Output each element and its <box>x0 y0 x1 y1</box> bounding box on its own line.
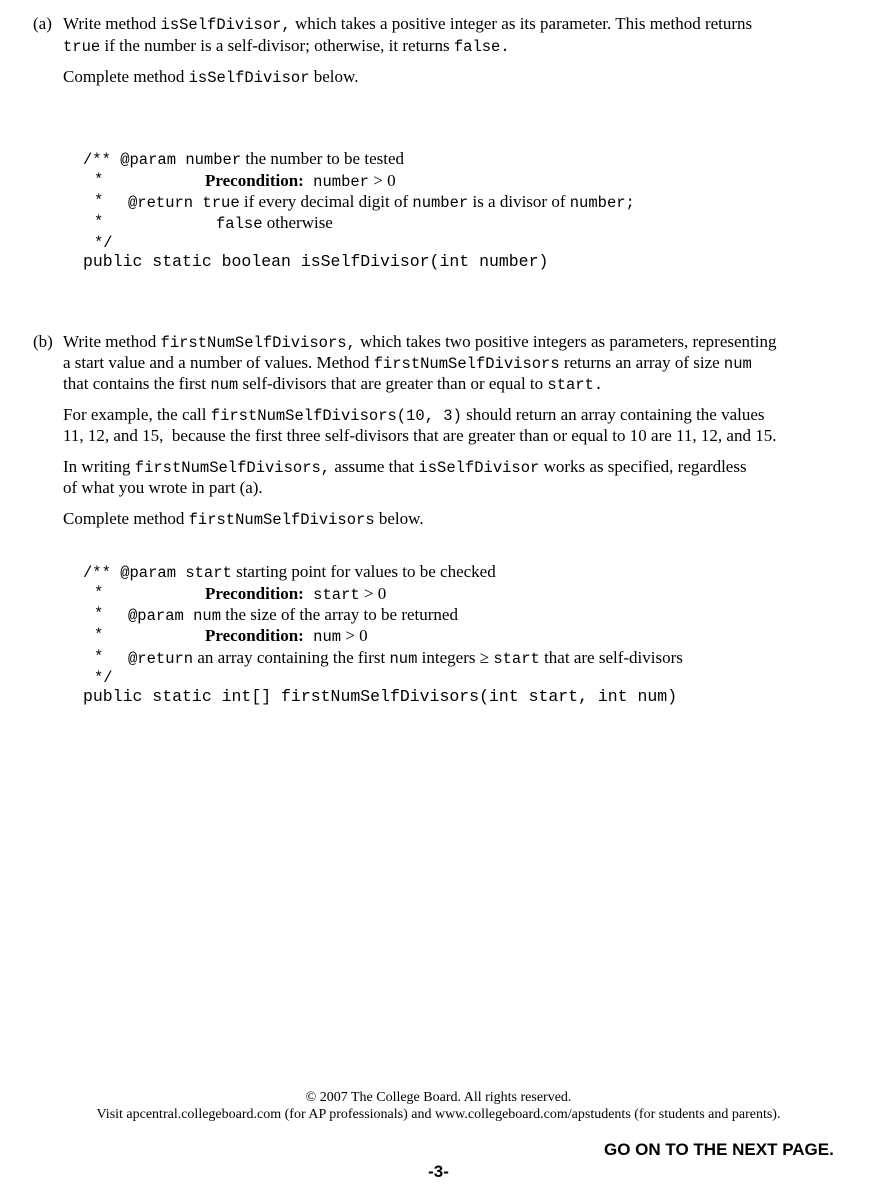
code-b-star: * <box>94 605 104 623</box>
code-b-return: @return an array containing the first num integers ≥ start that are self-divisors <box>128 648 683 668</box>
code-b-param-num: @param num the size of the array to be returned <box>128 605 458 625</box>
part-a-complete-instruction: Complete method isSelfDivisor below. <box>63 67 359 87</box>
go-on-next-page: GO ON TO THE NEXT PAGE. <box>604 1140 834 1159</box>
page-number: -3- <box>428 1162 449 1181</box>
code-a-row-1: /** @param number the number to be tested <box>83 149 405 169</box>
part-b-para-2-line-1: For example, the call firstNumSelfDivisors(10, 3) should return an array containing the values <box>63 405 765 425</box>
footer-copyright: © 2007 The College Board. All rights reserved. <box>305 1090 572 1105</box>
part-b-para-3-line-1: In writing firstNumSelfDivisors, assume that isSelfDivisor works as specified, regardless <box>63 457 747 477</box>
code-a-star: * <box>94 192 104 210</box>
footer-visit: Visit apcentral.collegeboard.com (for AP professionals) and www.collegeboard.com/apstudents (for students and parents). <box>96 1107 781 1122</box>
code-a-return: @return true if every decimal digit of number is a divisor of number; <box>128 192 635 212</box>
code-b-signature: public static int[] firstNumSelfDivisors(int start, int num) <box>83 687 678 706</box>
code-b-precondition-start: Precondition: start > 0 <box>205 584 387 604</box>
code-b-star: * <box>94 648 104 666</box>
code-b-row-1: /** @param start starting point for values to be checked <box>83 562 496 582</box>
part-b-complete-instruction: Complete method firstNumSelfDivisors below. <box>63 509 424 529</box>
code-a-return-false: false otherwise <box>216 213 333 233</box>
part-a-line-1: Write method isSelfDivisor, which takes a positive integer as its parameter. This method returns <box>63 14 753 34</box>
code-a-star: * <box>94 213 104 231</box>
part-a-line-2: true if the number is a self-divisor; otherwise, it returns false. <box>63 36 510 56</box>
code-b-star: * <box>94 626 104 644</box>
code-a-precondition: Precondition: number > 0 <box>205 171 396 191</box>
code-b-precondition-num: Precondition: num > 0 <box>205 626 368 646</box>
part-b-para-1-line-3: that contains the first num self-divisors that are greater than or equal to start. <box>63 374 604 394</box>
code-a-comment-end: */ <box>94 234 113 252</box>
part-b-para-3-line-2: of what you wrote in part (a). <box>63 478 263 497</box>
part-a-label: (a) <box>33 14 52 33</box>
part-b-para-2-line-2: 11, 12, and 15, because the first three self-divisors that are greater than or equal to 10 are 11, 12, and 15. <box>63 426 777 445</box>
code-b-comment-end: */ <box>94 669 113 687</box>
code-a-star: * <box>94 171 104 189</box>
code-a-signature: public static boolean isSelfDivisor(int number) <box>83 252 549 271</box>
code-b-star: * <box>94 584 104 602</box>
part-b-para-1-line-1: Write method firstNumSelfDivisors, which takes two positive integers as parameters, representing <box>63 332 777 352</box>
part-b-para-1-line-2: a start value and a number of values. Method firstNumSelfDivisors returns an array of size num <box>63 353 752 373</box>
part-b-label: (b) <box>33 332 53 351</box>
